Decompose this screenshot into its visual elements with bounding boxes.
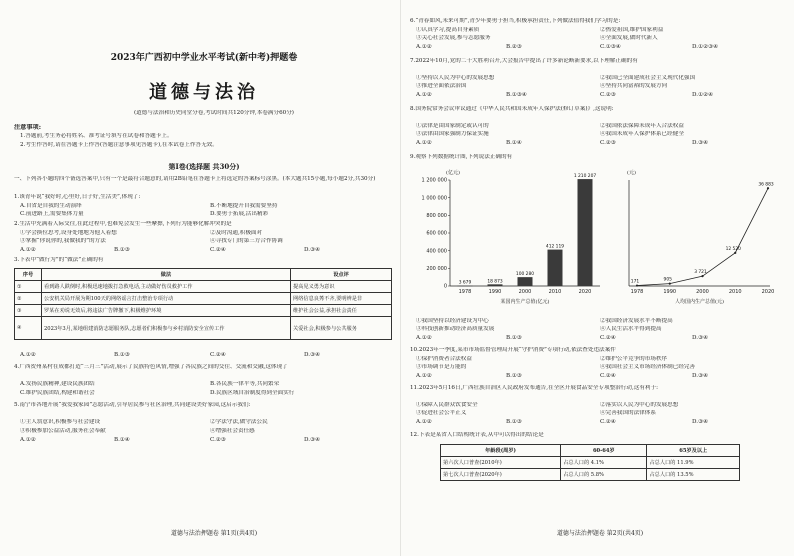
q6-choice-c: C.①③④	[600, 44, 621, 50]
table-cell: 占总人口的 13.5%	[647, 469, 740, 481]
bar	[578, 179, 593, 286]
table-cell: 第六次人口普查(2010年)	[441, 457, 561, 469]
q2-statement-1: ①学会换位思考,设身处地地为他人着想	[20, 230, 117, 236]
line-value-label: 905	[663, 277, 672, 283]
table-cell: 看到路人跌倒时,积极迅速地拨打急救电话,主动做好伤员救护工作	[42, 281, 291, 293]
bar-y-tick-label: 200 000	[426, 266, 447, 273]
left-page	[14, 0, 394, 556]
q11-stem: 11.2023年5月16日,广西壮族自治区人民政府发布通告,在全区开展食品安全专项整治行动,这有利于:	[410, 385, 658, 391]
q4-option-d: D.民族区域自治制度得到全面实行	[210, 390, 295, 396]
table-cell: 占总人口的 5.8%	[561, 469, 647, 481]
bar-y-tick-label: 600 000	[426, 230, 447, 237]
q9-statement-1: ①我国坚持以经济建设为中心	[416, 318, 489, 324]
footer-left: 道德与法治押题卷 第1页(共4页)	[170, 530, 258, 537]
line-point	[701, 275, 703, 277]
line-point	[767, 187, 769, 189]
bar-x-tick-label: 1978	[458, 289, 472, 295]
per-capita-line-chart	[615, 164, 780, 314]
q5-choice-a: A.①②	[20, 437, 36, 443]
q6-choice-b: B.②③	[506, 44, 522, 50]
q3-choice-c: C.②④	[210, 352, 226, 358]
q9-stem: 9.观察下列数据统计图,下列说法正确的有	[410, 154, 513, 160]
q3-col-header: 序号	[15, 269, 42, 281]
q5-stem: 5.南宁市各地开展“我爱我家园”志愿活动,引导居民参与社区治理,共同建设美好家园,这启示我们:	[14, 402, 251, 408]
table-cell: 关爱社会,积极参与公共服务	[291, 317, 392, 340]
q2-choice-c: C.②④	[210, 247, 226, 253]
q8-choice-a: A.①②	[416, 140, 432, 146]
q7-choice-a: A.①②	[416, 92, 432, 98]
q9-statement-2: ②我国经济发展水平不断提高	[600, 318, 673, 324]
q10-choice-b: B.①③	[506, 373, 522, 379]
q7-stem: 7.2022年10月,党的二十大胜利召开,大会报告中提出了许多新论断新要求,以下理解正确的有	[410, 58, 638, 64]
table-cell: 提高见义勇为意识	[291, 281, 392, 293]
q2-statement-2: ②及时沟通,积极面对	[210, 230, 263, 236]
bar	[458, 286, 473, 287]
q5-choice-d: D.③④	[304, 437, 321, 443]
part1-heading: 第Ⅰ卷(选择题 共30分)	[168, 163, 240, 170]
table-cell: 占总人口的 11.9%	[647, 457, 740, 469]
q10-choice-d: D.③④	[692, 373, 709, 379]
bar-y-unit: (亿元)	[446, 170, 460, 176]
table-cell: ①	[15, 281, 42, 293]
line-x-tick-label: 1990	[663, 289, 677, 295]
q11-statement-2: ②落实以人民为中心的发展思想	[600, 402, 679, 408]
q12-col-header: 60-64岁	[561, 445, 647, 457]
q11-statement-1: ①保障人民群众饮食安全	[416, 402, 478, 408]
q1-stem: 1.该青年说“我好时,心里好,日子好,生活美”,体现了:	[14, 194, 141, 200]
q3-col-header: 设点评	[291, 269, 392, 281]
table-cell: ③	[15, 305, 42, 317]
q11-statement-3: ③促进社会公平正义	[416, 410, 467, 416]
q9-choice-a: A.①②	[416, 335, 432, 341]
q3-choice-d: D.③④	[304, 352, 321, 358]
q11-choice-c: C.②④	[600, 419, 616, 425]
line-value-label: 3 721	[694, 270, 707, 276]
q6-choice-d: D.①②③④	[692, 44, 719, 50]
q3-choice-a: A.①②	[20, 352, 36, 358]
part1-intro: 一、下列各小题的四个备选答案中,只有一个是最符合题意的,请用2B铅笔在答题卡上将选定的答案标号涂黑。(本大题共15小题,每小题2分,共30分)	[14, 176, 376, 182]
q2-choice-a: A.①②	[20, 247, 36, 253]
q10-statement-4: ④我国社会主义市场经济体制已经完善	[600, 364, 696, 370]
q5-statement-4: ④增强社会责任感	[210, 428, 255, 434]
bar-y-tick-label: 1 200 000	[421, 177, 447, 184]
bar-value-label: 3 679	[458, 280, 472, 286]
q1-option-c: C.前进路上,需要集体力量	[20, 211, 84, 217]
table-row	[15, 293, 392, 305]
q10-statement-1: ①保护消费者合法权益	[416, 356, 472, 362]
q10-stem: 10.2023年一季度,某市市场监督管理局开展“守护消费”专项行动,依法查处违法案件	[410, 347, 616, 353]
q10-choice-a: A.①②	[416, 373, 432, 379]
q6-statement-1: ①认真学习,提高自身素质	[416, 27, 480, 33]
q5-statement-1: ①主人翁意识,积极参与社会建设	[20, 419, 101, 425]
q7-choice-c: C.②③	[600, 92, 616, 98]
q5-choice-b: B.①④	[114, 437, 130, 443]
bar	[488, 284, 503, 286]
q1-option-d: D.要勇于拓展,活出精彩	[210, 211, 269, 217]
q9-choice-c: C.②④	[600, 335, 616, 341]
table-cell: 2023年3月,某地组建消防志愿服务队,志愿者们积极参与乡村消防安全宣传工作	[42, 317, 291, 340]
q12-stem: 12.下表是某省人口结构统计表,从中可以得出的结论是	[410, 432, 544, 438]
bar-value-label: 1 210 207	[573, 174, 597, 180]
q7-statement-2: ②我国已全面建成社会主义现代化强国	[600, 75, 696, 81]
q4-option-b: B.各民族一律平等,共同繁荣	[210, 381, 280, 387]
q3-table	[14, 268, 392, 340]
line-point	[636, 284, 638, 286]
table-cell: 网络信息良莠不齐,要明辨是非	[291, 293, 392, 305]
bar-y-tick-label: 400 000	[426, 248, 447, 255]
q12-col-header: 65岁及以上	[647, 445, 740, 457]
line-point	[669, 283, 671, 285]
line-x-tick-label: 2010	[728, 289, 742, 295]
q2-statement-3: ③掌握“你说你的,我做我的”的方法	[20, 238, 106, 244]
q8-stem: 8.国务院常务会议审议通过《中华人民共和国未成年人保护法(修订草案)》,这说明:	[410, 106, 614, 112]
bar-y-tick-label: 0	[443, 283, 447, 290]
q9-statement-3: ③科技创新推动经济高质量发展	[416, 326, 495, 332]
q4-option-c: C.维护民族团结,构建和谐社会	[20, 390, 95, 396]
q3-choice-b: B.①③	[114, 352, 130, 358]
q11-statement-4: ④完善我国的法律体系	[600, 410, 656, 416]
bar-x-tick-label: 2010	[548, 289, 562, 295]
notice-title: 注意事项:	[14, 124, 42, 131]
q2-choice-d: D.③④	[304, 247, 321, 253]
q1-option-b: B.不断地提升自我需要坚持	[210, 203, 278, 209]
q1-option-a: A.自省是自我的生动演绎	[20, 203, 82, 209]
q11-choice-a: A.①②	[416, 419, 432, 425]
table-row	[15, 305, 392, 317]
q5-statement-3: ③积极参加公益活动,服务社会奉献	[20, 428, 106, 434]
q9-choice-b: B.①③	[506, 335, 522, 341]
gdp-bar-chart	[410, 164, 610, 314]
bar	[518, 277, 533, 286]
table-cell: ②	[15, 293, 42, 305]
table-cell: 罗某在劝说无效后,将违法广告牌撤下,积极维护环境	[42, 305, 291, 317]
page-fold	[400, 0, 401, 556]
q11-choice-b: B.①③	[506, 419, 522, 425]
notice-1: 1.答题前,考生务必将姓名、准考证号填写在试卷和答题卡上。	[20, 133, 173, 139]
table-row	[441, 469, 740, 481]
table-row	[15, 281, 392, 293]
q9-statement-4: ④人民生活水平得到提高	[600, 326, 662, 332]
table-row	[15, 317, 392, 340]
q7-statement-3: ③推进全面依法治国	[416, 83, 467, 89]
bar-x-tick-label: 2020	[578, 289, 592, 295]
bar-x-tick-label: 2000	[518, 289, 532, 295]
exam-title: 2023年广西初中学业水平考试(新中考)押题卷	[110, 53, 298, 63]
line-x-tick-label: 1978	[630, 289, 644, 295]
bar-value-label: 100 280	[515, 272, 535, 278]
table-cell: 维护社会公益,承担社会责任	[291, 305, 392, 317]
q6-statement-3: ③关心社会发展,参与志愿服务	[416, 35, 491, 41]
line-point	[734, 252, 736, 254]
bar-value-label: 412 119	[545, 244, 565, 250]
line-value-label: 12 520	[725, 246, 741, 252]
bar-value-label: 18 873	[487, 279, 503, 285]
bar-y-tick-label: 800 000	[426, 213, 447, 220]
q8-choice-b: B.①④	[506, 140, 522, 146]
line-x-tick-label: 2020	[761, 289, 775, 295]
q8-choice-c: C.②③	[600, 140, 616, 146]
q6-statement-4: ④全面发展,做时代新人	[600, 35, 658, 41]
q12-table	[440, 444, 740, 481]
q8-statement-4: ④我国未成年人保护体系已经健全	[600, 131, 684, 137]
table-cell: ④	[15, 317, 42, 340]
line-value-label: 36 883	[758, 182, 774, 188]
q4-option-a: A.发扬民族精神,建设民族团结	[20, 381, 95, 387]
q7-statement-1: ①坚持以人民为中心的发展思想	[416, 75, 495, 81]
table-cell: 占总人口的 4.1%	[561, 457, 647, 469]
q7-choice-b: B.①③④	[506, 92, 527, 98]
bar-chart-title: 某国内生产总值(亿元)	[500, 299, 550, 305]
q6-choice-a: A.①②	[416, 44, 432, 50]
q3-stem: 3.下表中“做行为”的“做法”正确的有	[14, 257, 104, 263]
bar-x-tick-label: 1990	[488, 289, 502, 295]
q11-choice-d: D.③④	[692, 419, 709, 425]
q10-choice-c: C.②④	[600, 373, 616, 379]
bar	[548, 250, 563, 286]
q8-statement-2: ②我国依法保障未成年人合法权益	[600, 123, 684, 129]
right-page	[410, 0, 782, 556]
notice-2: 2.考生作答时,请在答题卡上作答(答题注意事项见答题卡),在本试卷上作答无效。	[20, 142, 218, 148]
q7-statement-4: ④坚持共同富裕的发展方向	[600, 83, 668, 89]
line-chart-title: 人均国内生产总值(元)	[675, 299, 724, 305]
q4-stem: 4.广西贺州某村在成都打造“三月三”活动,展示了民族特色风情,增强了各民族之间的交往、交流和交融,这体现了	[14, 364, 288, 370]
table-row	[441, 457, 740, 469]
table-cell: 第七次人口普查(2020年)	[441, 469, 561, 481]
q7-choice-d: D.①②④	[692, 92, 714, 98]
bar-y-tick-label: 1 000 000	[421, 195, 447, 202]
q5-choice-c: C.②③	[210, 437, 226, 443]
subject-title: 道德与法治	[149, 82, 259, 103]
q2-choice-b: B.①③	[114, 247, 130, 253]
q10-statement-3: ③市场调节是万能的	[416, 364, 467, 370]
q5-statement-2: ②学法守法,做守法公民	[210, 419, 268, 425]
footer-right: 道德与法治押题卷 第2页(共4页)	[556, 530, 644, 537]
q2-statement-4: ④寻找专门的第三方合作协调	[210, 238, 283, 244]
q2-stem: 2.生活中充满着人际交往,在此过程中,也难免会发生一些摩擦,下列行为能够化解冲突的是	[14, 221, 232, 227]
q6-stem: 6.“青春如风,未来可期”,青少年要勇于担当,积极承担责任,下列做法值得我们学习的是:	[410, 18, 621, 24]
line-y-unit: (元)	[627, 170, 636, 176]
exam-instructions: (道德与法治和历史同堂分卷,考试时间共120分钟,本卷满分60分)	[134, 110, 294, 116]
q6-statement-2: ②热爱祖国,维护国家利益	[600, 27, 664, 33]
line-value-label: 171	[630, 279, 640, 285]
q10-statement-2: ②维护公平竞争的市场秩序	[600, 356, 668, 362]
line-x-tick-label: 2000	[696, 289, 709, 295]
q8-statement-1: ①法律是由国家制定或认可的	[416, 123, 489, 129]
table-cell: 公安机关局开展为期100天的网络谣言打击整治专项行动	[42, 293, 291, 305]
q8-statement-3: ③法律由国家强制力保证实施	[416, 131, 489, 137]
q3-col-header: 做法	[42, 269, 291, 281]
q8-choice-d: D.③④	[692, 140, 709, 146]
q12-col-header: 年龄段(周岁)	[441, 445, 561, 457]
q9-choice-d: D.③④	[692, 335, 709, 341]
